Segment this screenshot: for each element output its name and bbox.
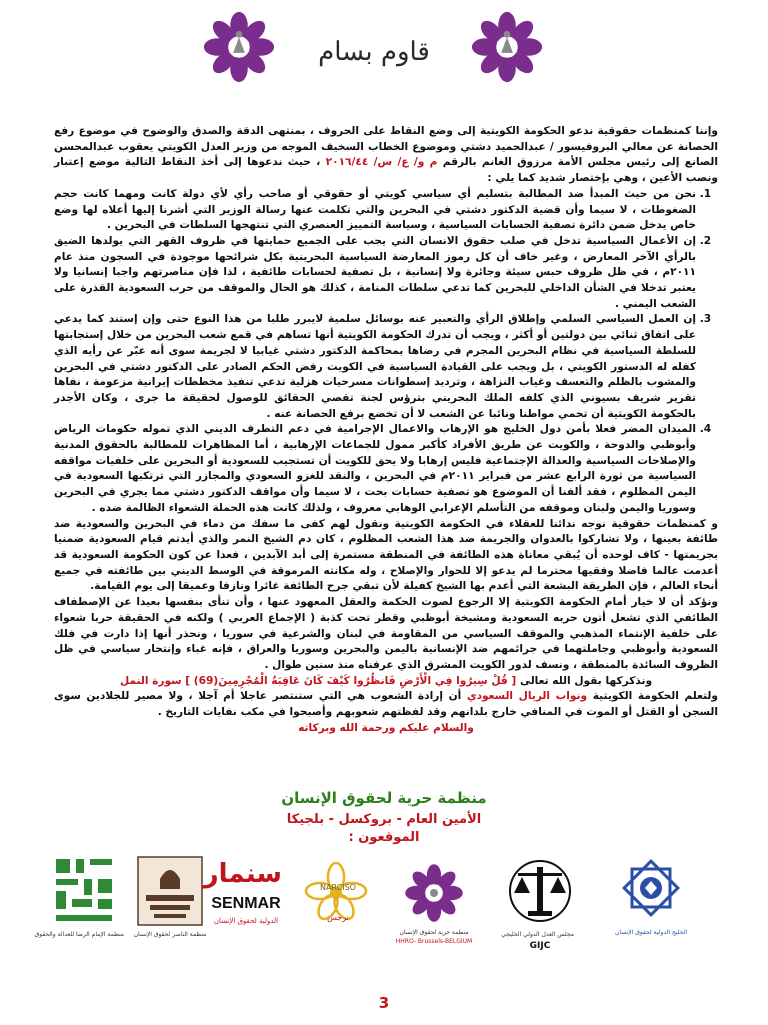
- gijc-abbr: GIJC: [529, 941, 551, 951]
- al-nasser-logo: [136, 855, 204, 927]
- point-item: 4. الميدان المضر فعلا بأمن دول الخليج هو الإرهاب والاعمال الإجرامية في دعم التطرف الديني الذي تموله حكومات الرياض وأبوظبي والدوحة ، والكويت عن طريق الأفراد كأكبر ممول للجماعات الإرهابية ، أما المظاهرات للمطالبة بالحقوق المدنية والإصلاحات السياسية والعدالة الإجتماعية فليس إرهابا ولا يحق للكويت أن تستجيب للسعودية أو البحرين على خلفيات مواقفه السياسية من ثورة الرابع عشر من فبراير ٢٠١١م في البحرين ، والنقد للغزو السعودي والمجازر التي ترتكبها السعودية في اليمن المظلوم ، فقد ألفنا أن الموضوع هو تصفية حسابات بحت ، لا سيما وأن مواقف الدكتور دشتي مما يجري في البحرين وسوريا واليمن ولبنان وموقفه من التأسلم الإعرابي الوهابي معروف ، ولذلك كانت هذه الحملة الشعواء الظالمة ضده .: [54, 422, 696, 516]
- closing-text-start: ولتعلم الحكومة الكويتية: [592, 690, 718, 703]
- gulf-international-logo: [618, 855, 684, 925]
- hurriya-flower-logo-left: [200, 8, 278, 86]
- point-item: 3. إن العمل السياسي السلمي وإطلاق الرأي والتعبير عنه بوسائل سلمية لايبرر طلبا من هذا النوع حتى وإن إستند كما يدعي على اتفاق ثنائي بين دولتين أو أكثر ، ويجب أن تدرك الحكومة الكويتية أنها تساهم في قمع شعب البحرين من خلال إستجابتها للسلطة السياسية في نظام البحرين المجرم في رضاها بمحاكمة الدكتور دشتي غيابيا لا لجريمة سوى أنه عبّر عن رأيه الذي كفله له الدستور الكويتي ، بل ويجب على القيادة السياسية في الكويت رفض الحكم الصادر على الدكتور دشتي في البحرين والمشوب بالظلم والتعسف وغياب النزاهة ، وترديد إسطوانات مسرحيات هزلية تدعي تنفيذ مخططات إيرانية مزعومة ، نفاها تقرير شريف بسيوني الذي كلفه الملك البحريني بترؤس لجنة تقصي الحقائق للوصول لحقيقة ما جرى ، وكان الأجدر بالحكومة الكويتية أن تحمي مواطنا ونائبا عن الشعب لا أن تخضع برفع الحصانة عنه .: [54, 312, 696, 422]
- hurriya-sub-caption: HHRO- Brussels-BELGIUM: [395, 938, 473, 945]
- quote-intro: ونذكركها بقول الله تعالى: [519, 674, 653, 687]
- quote-verse: [ قُلْ سِيرُوا فِي الْأَرْضِ فَانظُرُوا كَيْفَ كَانَ عَاقِبَةُ الْمُجْرِمِينَ(69) ]: [185, 674, 517, 687]
- page-number: 3: [378, 994, 390, 1012]
- narciso-name: NARCISO: [320, 883, 356, 892]
- appeal-paragraph: و كمنظمات حقوقية نوجه ندائنا للعقلاء في الحكومة الكويتية ونقول لهم كفى ما سفك من دماء في البحرين والسعودية ضد طائفة بعينها ، ولا تشاركوا بالعدوان والجريمة ضد هذا الشعب المظلوم ، كان دم الشيخ النمر والذي أيدتم قيام السعودية ضمنيا بجريمتها - كاف لوحده أن يُبقي معاناة هذه الطائفة في المنطقة مستمرة إلى أبد الآبدين ، فعدا عن كون الحكومة السعودية قد أعدمت عالما فاضلا وفقيها محترما لم يدعو إلا للحوار والإصلاح ، وله مكانته المرموقة في الوسط الديني بين طائفته في جميع أنحاء العالم ، فإن الطريقة البشعة التي أعدم بها الشيخ كفيلة لأن تبقي جرح الطائفة غائرا ونازفا وعميقا إلى يوم القيامة.: [54, 517, 718, 593]
- letter-body: [54, 124, 718, 736]
- warning-paragraph: ونؤكد أن لا خيار أمام الحكومة الكويتية إلا الرجوع لصوت الحكمة والعقل المعهود عنها ، وأن تنأى بنفسها بعيدا عن الإصطفاف الطائفي الذي تشعل أتون حربه السعودية ومشيخة أبوظبي وقطر تحت كذبة ( الإجماع العربي ) ولكنه في الحقيقة حربا شعواء على خلفية الإنتماء المذهبي والموقف السياسي من المقاومة في لبنان والشرعية في سوريا ، ونحذر أنها إذا دارت في فلك السعودية وأبوظبي وجاملتهما في جرائمهم ضد الإنسانية باليمن والبحرين وسوريا والعراق ، فإنه غباء وإنتحار سياسي في ظل الظروف السائدة بالمنطقة ، ونسف لدور الكويت المشرق الذي عرفناه منذ سنين طوال .: [54, 596, 718, 671]
- calligraphy-title: قاوم بسام: [318, 37, 430, 67]
- closing-highlight: ونواب الريال السعودي: [466, 690, 588, 703]
- signatory-logos: [0, 855, 768, 985]
- salutation: والسلام عليكم ورحمة الله وبركاته: [298, 721, 474, 734]
- senmar-arabic-wordmark: سنمار: [203, 859, 282, 889]
- quran-quote: [54, 674, 718, 690]
- gijc-scales-logo: [500, 855, 580, 927]
- closing-text-end: أن إرادة الشعوب هي التي ستنتصر عاجلا أم آجلا ، ولا مصير للجلادين سوى السجن أو القتل أو الموت في المنافي خارج بلدانهم وقد لفظتهم شعوبهم وأصبحوا في مكب نفايات التاريخ .: [54, 690, 718, 719]
- secretary-general-line: الأمين العام - بروكسل - بلجيكا: [286, 812, 482, 827]
- points-list: [54, 187, 718, 517]
- narciso-arabic: نرجس: [327, 913, 349, 922]
- gijc-caption: مجلس العدل الدولي الخليجي: [501, 931, 574, 938]
- intro-paragraph: [54, 124, 718, 187]
- hurriya-flower-logo-right: [468, 8, 546, 86]
- point-item: 2. إن الأعمال السياسية تدخل في صلب حقوق الانسان التي يجب على الجميع حمايتها في ظروف القهر التي يولدها الضيق بالرأي الآخر المعارض ، وغير خاف أن كل رموز المعارضة السياسية البحرينية بكل شرائحها موجودة في السجون منذ عام ٢٠١١م ، في ظل ظروف حبس سيئة وجائرة ولا إنسانية ، بل تصفية لحسابات طائفية ، لذا فإن مناصرتهم واجبا إنسانيا ولا يعتبر تدخلا في الشأن الداخلي للبحرين كما تدعي سلطات المنامة ، كذلك هو الحال والموقف من حرب السعودية القذرة على الشعب اليمني .: [54, 234, 696, 313]
- imam-reda-logo: [52, 855, 116, 927]
- senmar-wordmark: SENMAR: [211, 895, 281, 912]
- point-item: 1. نحن من حيث المبدأ ضد المطالبة بتسليم أي سياسي كويتي أو حقوقي أو صاحب رأي لأي دولة كانت ومهما كانت حجم الضغوطات ، لا سيما وأن قضية الدكتور دشتي في البحرين والتي تكلمت عنها رسالة الوزير التي أشرنا إليها أعلاه لها وضع خاص يدخل ضمن دائرة تصفية الحسابات السياسية ، وسياسة التمييز العنصري التي تنتهجها السلطات في البحرين .: [54, 187, 696, 234]
- intro-end-text: ، حيث ندعوها إلى أخذ النقاط التالية موضع إعتبار ونصب الأعين ، وهي بإختصار شديد كما يلي :: [54, 156, 718, 185]
- al-nasser-caption: منظمة الناصر لحقوق الإنسان: [133, 931, 207, 938]
- gulf-international-caption: الخليج الدولية لحقوق الإنسان: [615, 929, 687, 936]
- senmar-caption: الدولية لحقوق الإنسان: [213, 917, 279, 925]
- intro-text: وإننا كمنظمات حقوقية ندعو الحكومة الكويتية إلى وضع النقاط على الحروف ، بمنتهى الدقة والصدق والوضوح في موضوع رفع الحصانة عن معالي البروفيسور / عبدالحميد دشتي وموضوع الخطاب السخيف الموجه من وزير العدل الكويتي يعقوب عبدالمحسن الصانع إلى رئيس مجلس الأمة مرزوق الغانم بالرقم: [54, 125, 718, 169]
- quote-surah: سورة النمل: [119, 674, 182, 687]
- signatories-label: الموقعون :: [348, 830, 420, 845]
- organization-name: منظمة حرية لحقوق الإنسان: [281, 789, 487, 807]
- imam-reda-caption: منظمة الإمام الرضا للعدالة والحقوق: [34, 931, 124, 938]
- closing-paragraph: [54, 689, 718, 720]
- hurriya-caption: منظمة حرية لحقوق الإنسان: [399, 929, 469, 936]
- reference-number: م و/ ع/ س/ ٢٠١٦/٤٤: [325, 156, 438, 169]
- letterhead: [0, 0, 768, 100]
- hurriya-small-logo: [402, 861, 466, 925]
